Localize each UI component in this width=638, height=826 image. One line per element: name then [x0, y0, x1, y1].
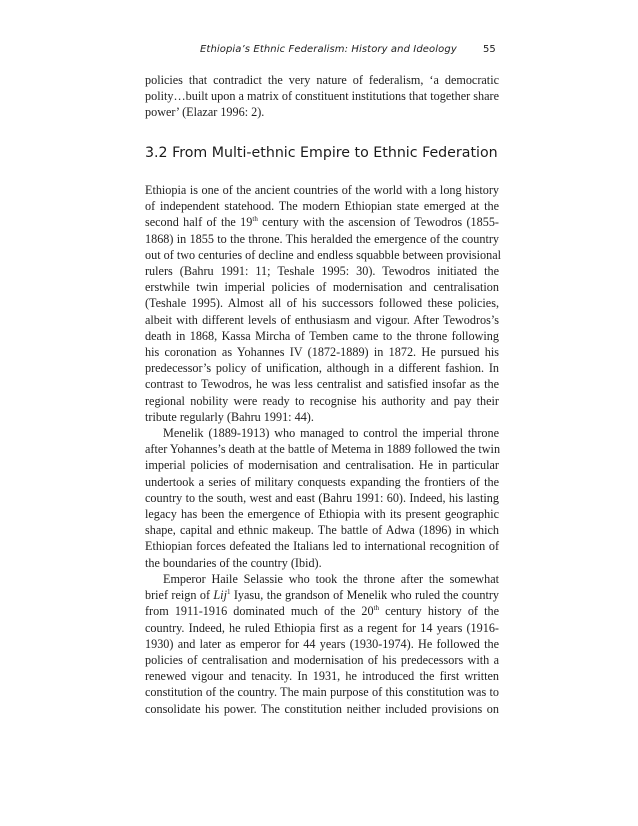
text-line: power’ (Elazar 1996: 2). [145, 105, 265, 120]
text-line: shape, capital and ethnic makeup. The battle of Adwa (1896) in which [145, 523, 499, 538]
paragraph-1 [145, 182, 502, 425]
text-line: polity…built upon a matrix of constituent institutions that together share [145, 89, 499, 104]
text-line: constitution of the country. The main purpose of this constitution was to [145, 685, 499, 700]
text-line: consolidate his power. The constitution neither included provisions on [145, 701, 499, 716]
text-fragment: Iyasu, the grandson of Menelik who ruled the country [230, 588, 499, 603]
text-line: country to the south, west and east (Bahru 1991: 60). Indeed, his lasting [145, 490, 499, 505]
page-number: 55 [483, 44, 496, 55]
section-heading: 3.2 From Multi-ethnic Empire to Ethnic Federation [145, 145, 498, 161]
text-fragment: from 1911-1916 dominated much of the 20 [145, 604, 374, 619]
text-fragment: century with the ascension of Tewodros (1855- [257, 215, 499, 230]
paragraph-3 [145, 571, 499, 717]
text-line: rulers (Bahru 1991: 11; Teshale 1995: 30). Tewodros initiated the [145, 264, 499, 279]
text-line: 1930) and later as emperor for 44 years (1930-1974). He followed the [145, 636, 499, 651]
text-line: erstwhile twin imperial policies of modernisation and centralisation [145, 280, 499, 295]
text-line [145, 603, 499, 619]
text-line: predecessor’s policy of unification, although in a different fashion. In [145, 361, 499, 376]
text-line: Emperor Haile Selassie who took the throne after the somewhat [163, 572, 499, 586]
running-header: Ethiopia’s Ethnic Federalism: History and Ideology [200, 44, 457, 55]
text-line: 1868) in 1855 to the throne. This heralded the emergence of the country [145, 231, 499, 246]
italic-term: Lij [213, 588, 227, 603]
text-line: renewed vigour and tenacity. In 1931, he introduced the first written [145, 669, 499, 684]
text-line: policies that contradict the very nature of federalism, ‘a democratic [145, 73, 499, 87]
text-line: out of two centuries of decline and endless squabble between provisional [145, 247, 502, 262]
intro-paragraph [145, 72, 499, 121]
text-line: regional nobility were ready to recognise his authority and pay their [145, 393, 499, 408]
paragraph-2 [145, 425, 499, 571]
text-line: albeit with different levels of enthusiasm and vigour. After Tewodros’s [145, 312, 499, 327]
text-line: of independent statehood. The modern Ethiopian state emerged at the [145, 199, 499, 214]
text-line: undertook a series of military conquests expanding the frontiers of the [145, 474, 499, 489]
text-line [145, 214, 499, 230]
text-fragment: second half of the 19 [145, 215, 253, 230]
text-line [145, 587, 499, 603]
text-line: after Yohannes’s death at the battle of Metema in 1889 followed the twin [145, 442, 501, 457]
text-line: Ethiopia is one of the ancient countries of the world with a long history [145, 183, 499, 197]
text-line: (Teshale 1995). Almost all of his successors followed these policies, [145, 296, 499, 311]
text-line: death in 1868, Kassa Mircha of Temben came to the throne following [145, 328, 499, 343]
text-line: his coronation as Yohannes IV (1872-1889) in 1872. He pursued his [145, 345, 499, 360]
text-line: Menelik (1889-1913) who managed to control the imperial throne [163, 426, 499, 440]
text-line: policies of centralisation and modernisation of his predecessors with a [145, 653, 499, 668]
text-line: Ethiopian forces defeated the Italians led to international recognition of [145, 539, 499, 554]
superscript: th [373, 604, 380, 613]
text-line: imperial policies of modernisation and centralisation. He in particular [145, 458, 499, 473]
superscript: th [252, 215, 258, 224]
text-line: tribute regularly (Bahru 1991: 44). [145, 409, 314, 424]
text-line: contrast to Tewodros, he was less centralist and satisfied insofar as the [145, 377, 499, 392]
text-line: legacy has been the emergence of Ethiopia with its present geographic [145, 507, 499, 522]
text-fragment: century history of the [379, 604, 499, 619]
text-line: country. Indeed, he ruled Ethiopia first as a regent for 14 years (1916- [145, 620, 499, 635]
text-fragment: brief reign of [145, 588, 214, 603]
text-line: the boundaries of the country (Ibid). [145, 555, 322, 570]
footnote-marker[interactable]: 1 [226, 588, 231, 597]
